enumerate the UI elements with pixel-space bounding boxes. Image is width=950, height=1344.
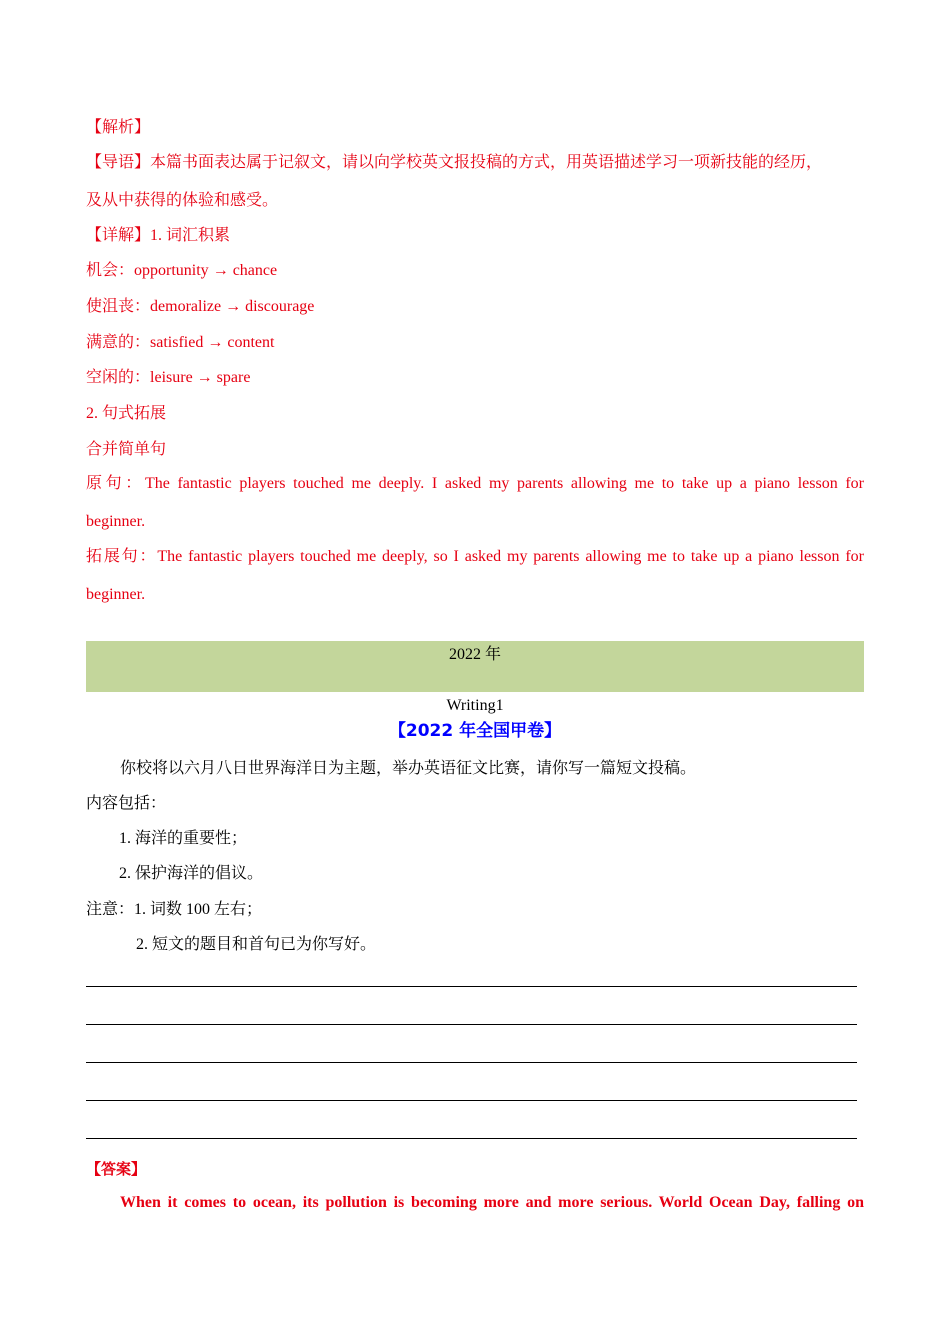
vocab-to: chance <box>232 262 278 279</box>
note-first: 注意：1. 词数 100 左右； <box>86 901 263 918</box>
vocab-to: content <box>227 334 275 351</box>
content-point: 2. 保护海洋的倡议。 <box>119 865 264 882</box>
exam-title: 【2022 年全国甲卷】 <box>388 721 562 741</box>
vocab-to: discourage <box>245 298 315 315</box>
vocab-item <box>86 261 277 281</box>
analysis-heading: 【解析】 <box>86 119 151 136</box>
note-second: 2. 短文的题目和首句已为你写好。 <box>136 936 377 953</box>
vocab-item <box>86 368 250 388</box>
arrow-icon: → <box>207 334 224 351</box>
content-heading: 内容包括： <box>86 795 167 812</box>
year-band <box>86 641 864 692</box>
answer-blank-line[interactable] <box>86 986 857 987</box>
original-text: The fantastic players touched me deeply. I asked my parents allowing me to take up a piano lesson for <box>144 475 864 492</box>
vocab-cn: 使沮丧： <box>86 298 151 315</box>
original-label: 原句： <box>86 475 145 492</box>
arrow-icon: → <box>225 298 242 315</box>
vocab-from: opportunity <box>134 262 209 279</box>
arrow-icon: → <box>212 262 229 279</box>
answer-blank-line[interactable] <box>86 1062 857 1063</box>
merge-heading: 合并简单句 <box>86 441 167 458</box>
content-point: 1. 海洋的重要性； <box>119 830 248 847</box>
expanded-label: 拓展句： <box>86 548 158 565</box>
sentence-heading: 2. 句式拓展 <box>86 405 167 422</box>
answer-blank-line[interactable] <box>86 1138 857 1139</box>
original-sentence <box>86 474 864 494</box>
expanded-text: The fantastic players touched me deeply, so I asked my parents allowing me to take up a piano lesson for <box>157 548 864 565</box>
expanded-sentence-end: beginner. <box>86 586 146 603</box>
vocab-cn: 机会： <box>86 262 135 279</box>
guide-line-1: 【导语】本篇书面表达属于记叙文，请以向学校英文报投稿的方式，用英语描述学习一项新技能的经历， <box>86 154 823 171</box>
vocab-cn: 空闲的： <box>86 369 151 386</box>
vocab-item <box>86 333 274 353</box>
answer-text: When it comes to ocean, its pollution is becoming more and more serious. World Ocean Day, falling on <box>120 1194 864 1211</box>
detail-heading: 【详解】1. 词汇积累 <box>86 227 231 244</box>
writing-prompt: 你校将以六月八日世界海洋日为主题，举办英语征文比赛，请你写一篇短文投稿。 <box>120 760 697 777</box>
vocab-to: spare <box>216 369 251 386</box>
vocab-from: demoralize <box>150 298 222 315</box>
answer-blank-line[interactable] <box>86 1100 857 1101</box>
writing-label: Writing1 <box>446 697 504 714</box>
answer-blank-line[interactable] <box>86 1024 857 1025</box>
vocab-cn: 满意的： <box>86 334 151 351</box>
vocab-from: satisfied <box>150 334 204 351</box>
year-label: 2022 年 <box>448 646 501 663</box>
answer-heading: 【答案】 <box>86 1160 147 1178</box>
vocab-from: leisure <box>150 369 193 386</box>
guide-line-2: 及从中获得的体验和感受。 <box>86 192 279 209</box>
expanded-sentence <box>86 547 864 567</box>
vocab-item <box>86 297 314 317</box>
arrow-icon: → <box>196 369 213 386</box>
original-sentence-end: beginner. <box>86 513 146 530</box>
